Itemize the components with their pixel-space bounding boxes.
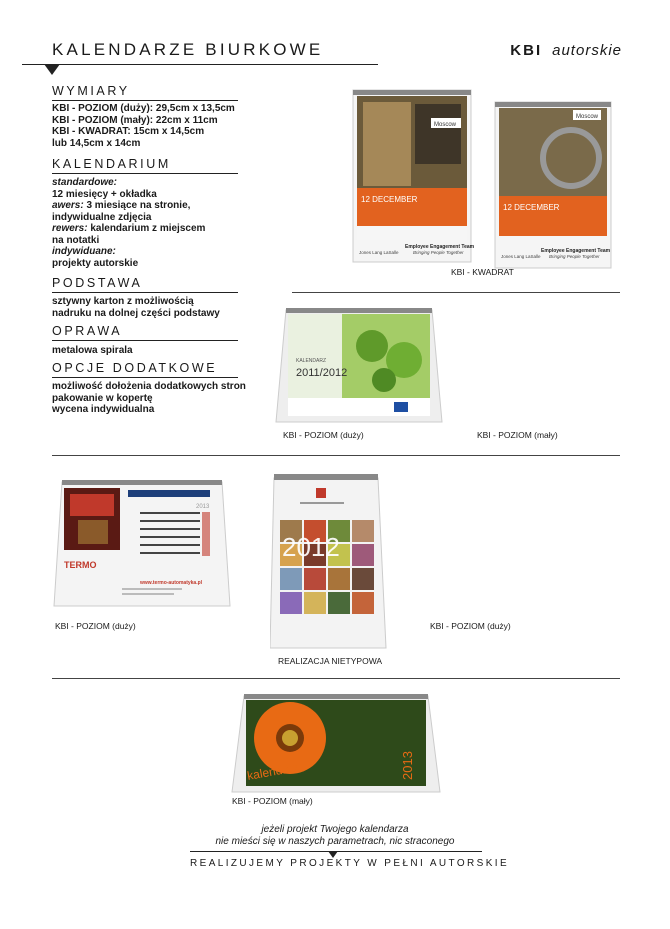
separator-line [52, 455, 620, 456]
kwadrat-logo: Jones Lang LaSalle [359, 250, 399, 255]
dim-line: KBI - POZIOM (duży): 29,5cm x 13,5cm [52, 103, 235, 114]
dim-line: KBI - KWADRAT: 15cm x 14,5cm [52, 126, 205, 137]
brand-suffix: autorskie [552, 42, 622, 59]
caption-termo: KBI - POZIOM (duży) [55, 621, 136, 631]
footer-triangle-marker [328, 851, 338, 858]
kwadrat-calendar-image [335, 82, 620, 282]
kal-desc: kalendarium z miejscem [87, 223, 206, 234]
kalendarium-text [52, 177, 205, 269]
kwadrat2-badge: Moscow [576, 114, 599, 120]
footer-line-1: jeżeli projekt Twojego kalendarza [261, 824, 409, 835]
footer-line-2: nie mieści się w naszych parametrach, nic straconego [215, 836, 455, 847]
section-rule [52, 100, 238, 101]
kal-line [52, 200, 205, 212]
tall-2012-calendar-image [270, 470, 388, 652]
podstawa-line: sztywny karton z możliwością [52, 296, 194, 307]
podstawa-text [52, 296, 220, 319]
section-rule [52, 173, 238, 174]
brand-label [510, 42, 622, 59]
page-title: KALENDARZE BIURKOWE [52, 40, 324, 59]
kal-line [52, 223, 205, 235]
flower-calendar-image [228, 688, 442, 798]
green-cal-year: 2011/2012 [296, 367, 348, 379]
kal-line: indywidualne zdjęcia [52, 211, 152, 223]
opcje-line: pakowanie w kopertę [52, 392, 153, 404]
tall-year: 2012 [282, 532, 340, 562]
kwadrat-team: Employee Engagement Team [405, 244, 475, 250]
brand-code: KBI [510, 42, 543, 59]
footer-note [150, 824, 520, 848]
caption-kwadrat: KBI - KWADRAT [451, 267, 514, 277]
section-heading-oprawa: OPRAWA [52, 324, 123, 338]
separator-line [52, 678, 620, 679]
kal-line: projekty autorskie [52, 257, 139, 269]
oprawa-text [52, 345, 133, 357]
termo-calendar-image [52, 476, 232, 614]
separator-line [292, 292, 620, 293]
kwadrat2-month-label: 12 DECEMBER [503, 203, 560, 212]
section-heading-opcje: OPCJE DODATKOWE [52, 361, 218, 375]
kwadrat2-team: Employee Engagement Team [541, 248, 611, 254]
kal-line: 12 miesięcy + okładka [52, 188, 157, 200]
poziom-green-calendar-image [272, 300, 446, 430]
dim-line: lub 14,5cm x 14cm [52, 137, 141, 149]
section-rule [52, 340, 238, 341]
flower-year: 2013 [400, 751, 415, 780]
oprawa-line: metalowa spirala [52, 345, 133, 356]
kwadrat2-slogan: Bringing People Together [549, 254, 600, 259]
termo-logo: TERMO [64, 560, 97, 570]
section-rule [52, 377, 238, 378]
opcje-text [52, 381, 246, 416]
header-rule [22, 64, 378, 65]
podstawa-line: nadruku na dolnej części podstawy [52, 307, 220, 319]
termo-year: 2013 [196, 504, 210, 510]
caption-poziom-duzy-green: KBI - POZIOM (duży) [283, 430, 364, 440]
caption-poziom-maly-green: KBI - POZIOM (mały) [477, 430, 558, 440]
section-heading-kalendarium: KALENDARIUM [52, 157, 171, 171]
opcje-line: możliwość dołożenia dodatkowych stron [52, 381, 246, 392]
kwadrat-month-label: 12 DECEMBER [361, 195, 418, 204]
dim-line: KBI - POZIOM (mały): 22cm x 11cm [52, 114, 218, 126]
kal-line: indywiduane: [52, 246, 116, 257]
header-triangle-marker [44, 64, 60, 75]
green-cal-label: KALENDARZ [296, 358, 327, 364]
termo-site: www.termo-automatyka.pl [140, 580, 203, 586]
kal-line: standardowe: [52, 177, 118, 188]
kal-term: rewers: [52, 223, 88, 234]
footer-tagline: REALIZUJEMY PROJEKTY W PEŁNI AUTORSKIE [190, 858, 510, 869]
caption-flower: KBI - POZIOM (mały) [232, 796, 313, 806]
caption-realizacja: REALIZACJA NIETYPOWA [278, 656, 383, 666]
section-heading-wymiary: WYMIARY [52, 84, 130, 98]
section-rule [52, 292, 238, 293]
kal-line: na notatki [52, 234, 100, 246]
wymiary-text [52, 103, 235, 149]
section-heading-podstawa: PODSTAWA [52, 276, 143, 290]
kwadrat-badge: Moscow [434, 122, 457, 128]
kwadrat-slogan: Bringing People Together [413, 250, 464, 255]
kal-term: awers: [52, 200, 84, 211]
kwadrat2-logo: Jones Lang LaSalle [501, 254, 541, 259]
opcje-line: wycena indywidualna [52, 404, 155, 415]
caption-tall-right: KBI - POZIOM (duży) [430, 621, 511, 631]
flower-word: kalendarz [246, 760, 300, 783]
kal-desc: 3 miesiące na stronie, [83, 200, 191, 211]
